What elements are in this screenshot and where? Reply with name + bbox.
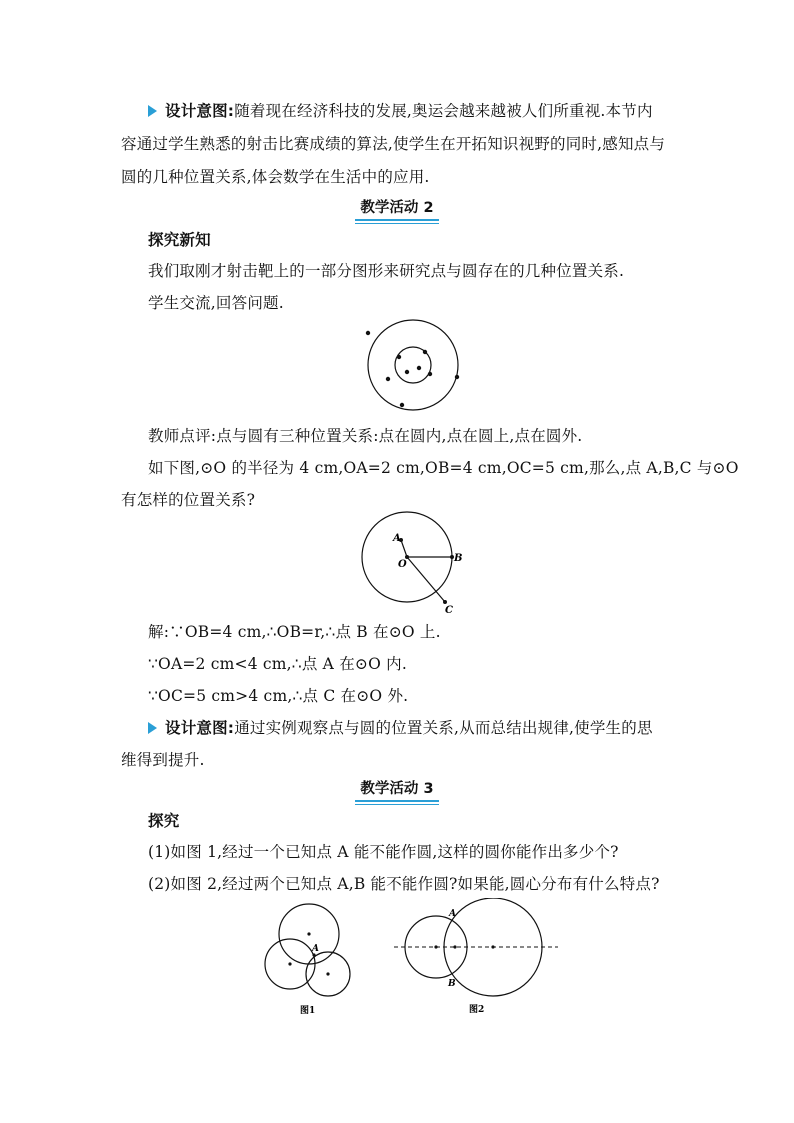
- center-dot: [491, 945, 494, 948]
- activity-2-paragraph-2: 学生交流,回答问题.: [148, 294, 284, 312]
- point-c: [443, 600, 447, 604]
- design-intent-2-line2: 维得到提升.: [121, 751, 205, 769]
- label-b: B: [448, 979, 456, 989]
- point: [428, 372, 432, 376]
- activity-3-question-2: (2)如图 2,经过两个已知点 A,B 能不能作圆?如果能,圆心分布有什么特点?: [148, 875, 660, 893]
- circle-o-figure: [355, 510, 470, 616]
- solution-line-1: 解:∵OB=4 cm,∴OB=r,∴点 B 在⊙O 上.: [148, 623, 441, 641]
- design-intent-1-line2: 容通过学生熟悉的射击比赛成绩的算法,使学生在开拓知识视野的同时,感知点与: [121, 135, 666, 153]
- center-dot: [288, 962, 291, 965]
- teacher-comment: 教师点评:点与圆有三种位置关系:点在圆内,点在圆上,点在圆外.: [148, 427, 583, 445]
- design-intent-2-line1: 设计意图:通过实例观察点与圆的位置关系,从而总结出规律,使学生的思: [148, 718, 653, 738]
- activity-3-subtitle: 探究: [148, 812, 180, 830]
- point: [423, 350, 427, 354]
- label-b: B: [454, 553, 463, 564]
- label-a: A: [393, 533, 401, 544]
- point-on-outer: [455, 375, 459, 379]
- point-on-inner: [397, 355, 401, 359]
- activity-2-paragraph-1: 我们取刚才射击靶上的一部分图形来研究点与圆存在的几种位置关系.: [148, 262, 625, 280]
- figure-1-caption: 图1: [300, 1006, 316, 1016]
- activity-3-question-1: (1)如图 1,经过一个已知点 A 能不能作圆,这样的圆你能作出多少个?: [148, 843, 619, 861]
- figure-2: [392, 898, 562, 1021]
- triangle-bullet-icon: [148, 722, 157, 734]
- label-a: A: [449, 909, 456, 919]
- triangle-bullet-icon: [148, 105, 157, 117]
- point: [405, 370, 409, 374]
- point: [386, 377, 390, 381]
- activity-2-subtitle: 探究新知: [148, 231, 211, 249]
- activity-2-heading: 教学活动 2: [0, 196, 794, 221]
- outer-circle: [368, 320, 458, 410]
- segment-oa: [401, 540, 407, 557]
- segment-oc: [407, 557, 445, 602]
- point: [417, 366, 421, 370]
- center-dot: [326, 972, 329, 975]
- target-figure: [355, 318, 475, 416]
- question-line-2: 有怎样的位置关系?: [121, 491, 256, 509]
- center-dot: [307, 932, 310, 935]
- point: [400, 403, 404, 407]
- activity-3-heading: 教学活动 3: [0, 777, 794, 802]
- label-o: O: [398, 559, 407, 570]
- label-a: A: [312, 944, 319, 954]
- center-dot: [434, 945, 437, 948]
- label-c: C: [445, 605, 453, 616]
- solution-line-2: ∵OA=2 cm<4 cm,∴点 A 在⊙O 内.: [148, 655, 407, 673]
- point-outside: [366, 331, 370, 335]
- solution-line-3: ∵OC=5 cm>4 cm,∴点 C 在⊙O 外.: [148, 687, 409, 705]
- center-dot: [453, 945, 456, 948]
- figure-2-caption: 图2: [469, 1005, 485, 1015]
- design-intent-label: 设计意图:: [165, 719, 235, 737]
- design-intent-1-line3: 圆的几种位置关系,体会数学在生活中的应用.: [121, 168, 430, 186]
- question-line-1: 如下图,⊙O 的半径为 4 cm,OA=2 cm,OB=4 cm,OC=5 cm,那么,点 A,B,C 与⊙O: [148, 459, 739, 477]
- design-intent-label: 设计意图:: [165, 102, 235, 120]
- design-intent-1-line1: 设计意图:随着现在经济科技的发展,奥运会越来越被人们所重视.本节内: [148, 101, 653, 121]
- figure-1: [262, 903, 354, 1021]
